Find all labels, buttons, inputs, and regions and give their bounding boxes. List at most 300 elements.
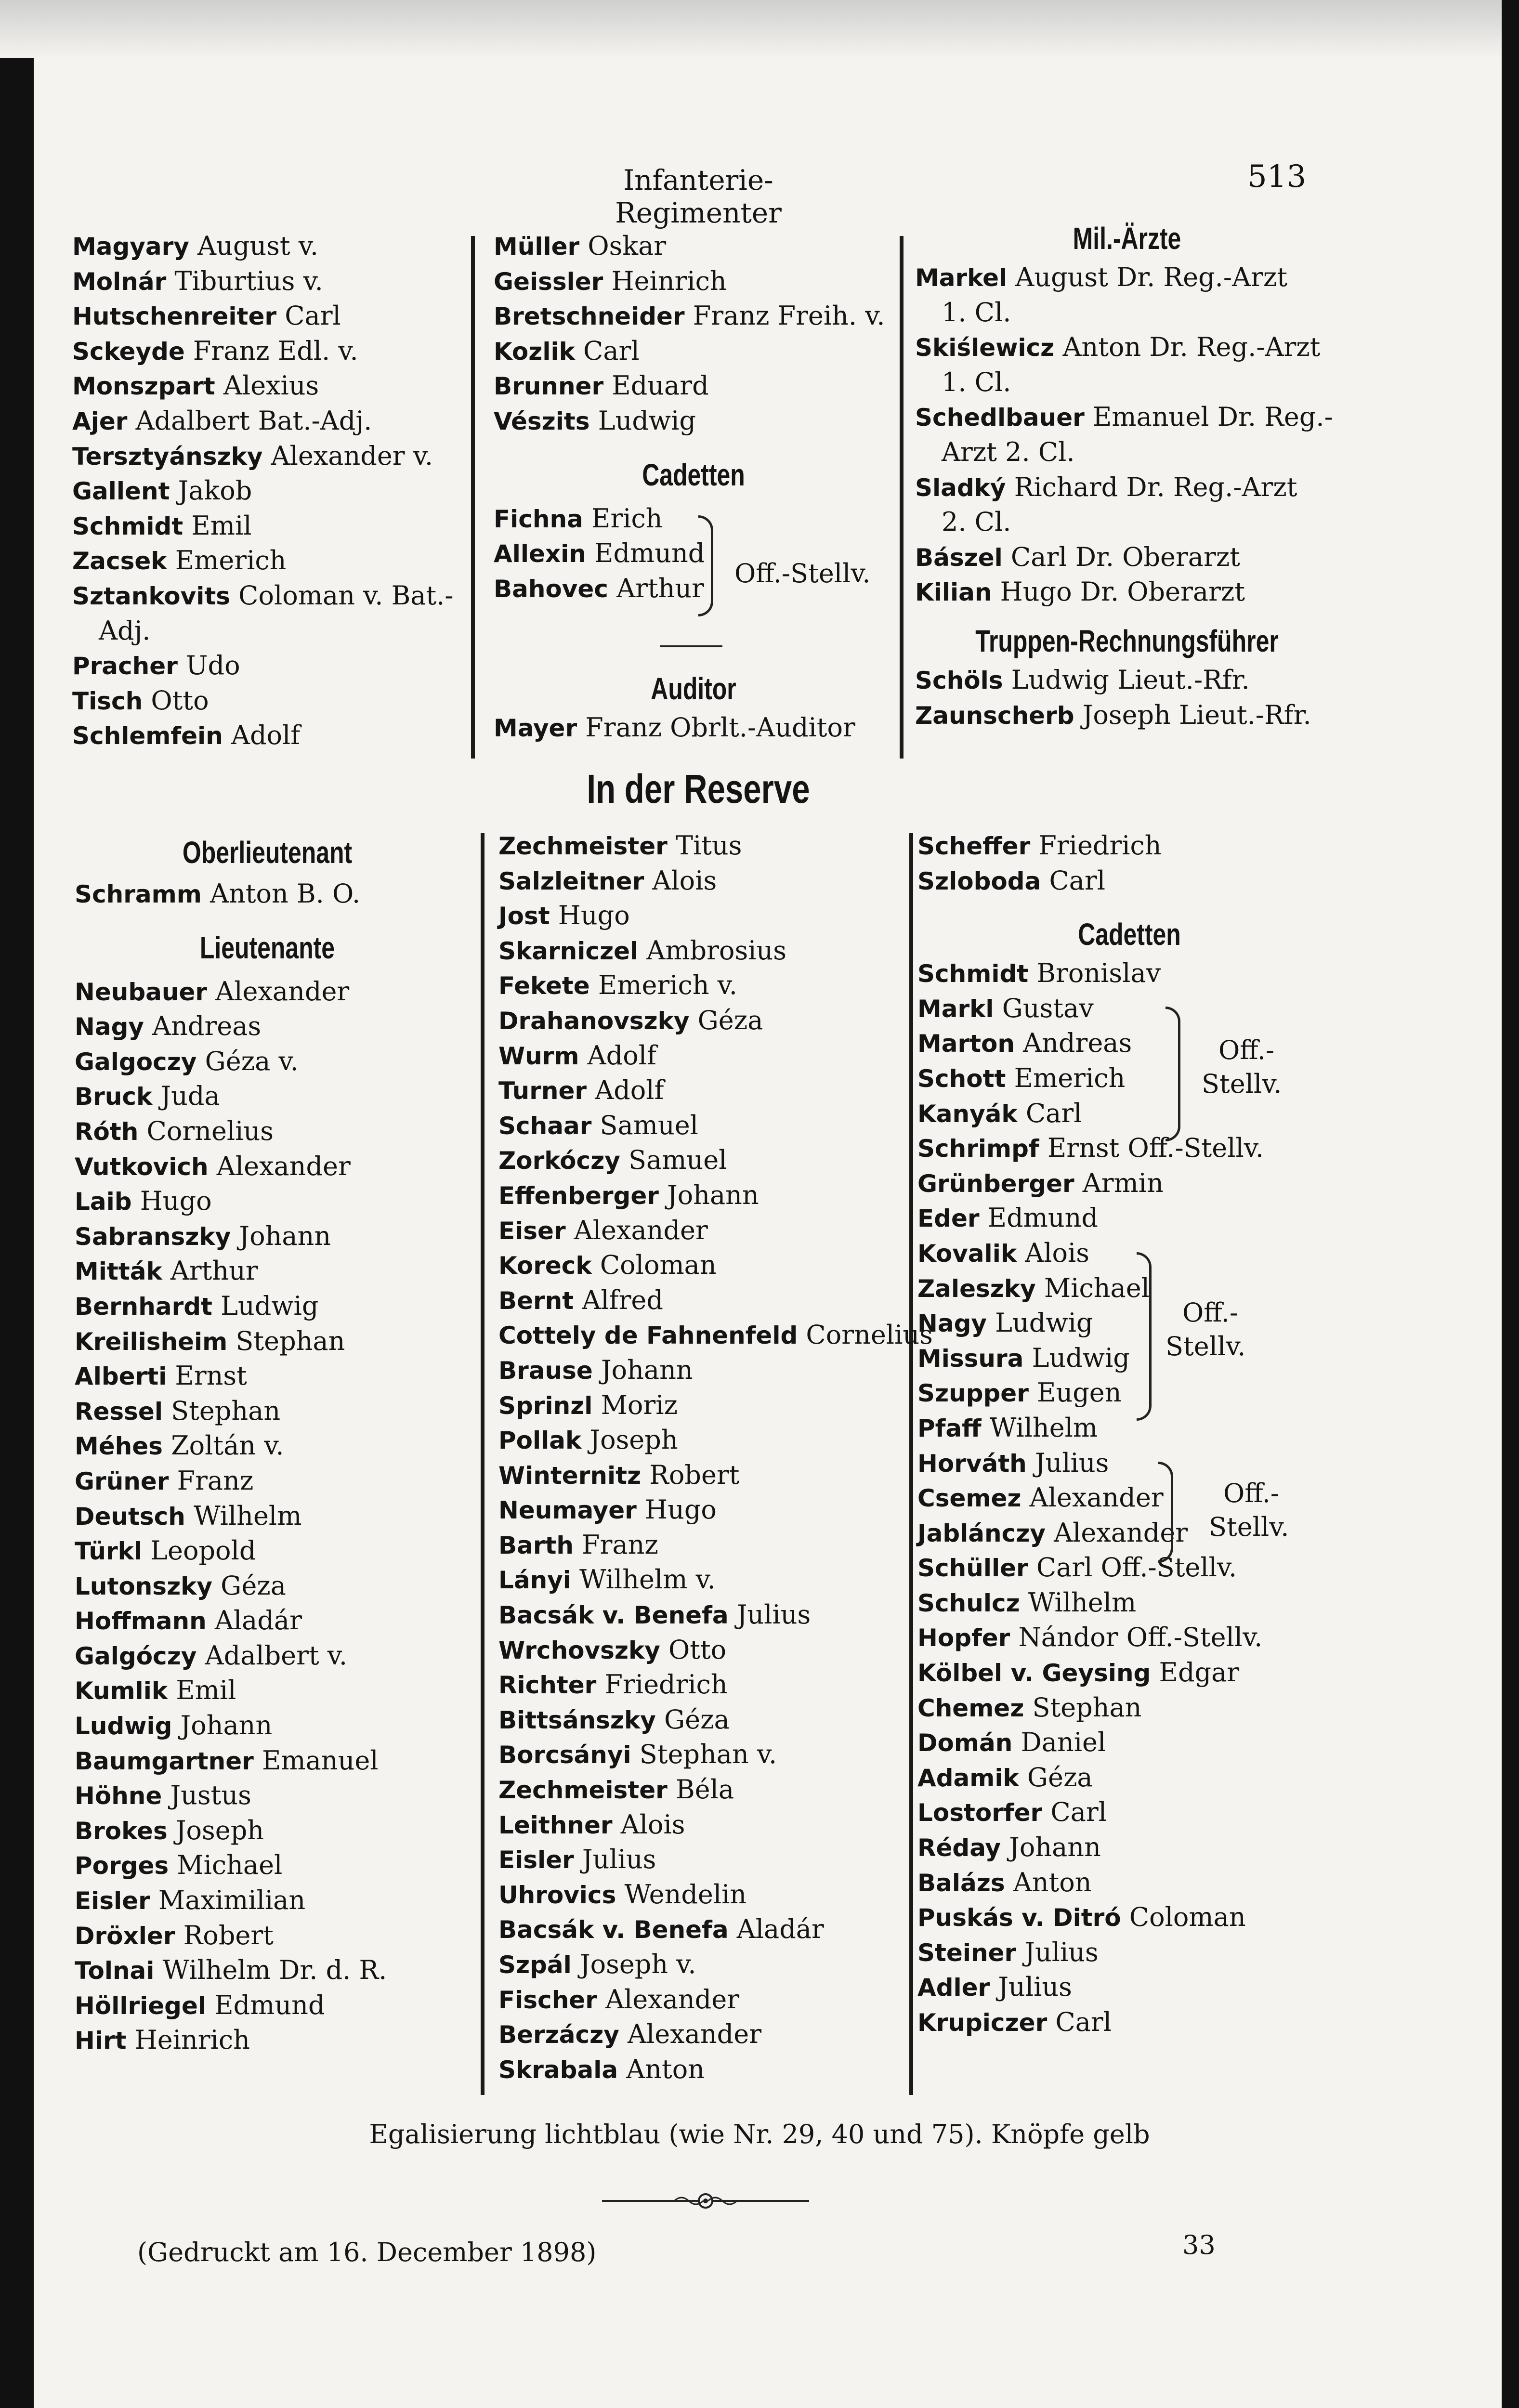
- surname: Kilian: [915, 578, 992, 607]
- surname: Schaar: [498, 1112, 592, 1140]
- given-name-rank: Heinrich: [603, 265, 727, 296]
- roster-entry: [917, 1585, 1341, 1621]
- surname: Eder: [917, 1204, 980, 1233]
- given-name-rank: Anton: [618, 2054, 705, 2084]
- roster-entry: [75, 1953, 460, 1988]
- roster-entry: [498, 1108, 908, 1143]
- roster-entry: [917, 1655, 1341, 1690]
- surname: Grünberger: [917, 1169, 1074, 1198]
- given-name-rank: Samuel: [591, 1110, 698, 1140]
- roster-entry: [917, 1725, 1341, 1760]
- given-name-rank: Robert: [641, 1459, 740, 1490]
- roster-entry: [494, 710, 893, 746]
- roster-entry: [917, 1900, 1341, 1935]
- surname: Szupper: [917, 1379, 1029, 1408]
- roster-entry: [72, 473, 458, 509]
- roster-entry: [917, 1620, 1341, 1655]
- surname: Fekete: [498, 972, 590, 1000]
- column-rule-1-bottom: [481, 833, 485, 2095]
- given-name-rank: Johann: [172, 1710, 273, 1741]
- given-name-rank: Carl Dr. Oberarzt: [1002, 541, 1240, 572]
- roster-entry: [75, 877, 460, 912]
- given-name-rank: Maximilian: [150, 1885, 306, 1916]
- given-name-rank: Ernst Off.-Stellv.: [1039, 1133, 1264, 1164]
- surname: Koreck: [498, 1252, 592, 1280]
- given-name-rank: Julius: [990, 1972, 1072, 2002]
- surname: Neubauer: [75, 978, 208, 1006]
- given-name-rank: Alexander: [1045, 1517, 1188, 1548]
- roster-entry: [72, 648, 458, 683]
- column-3-bottom: [917, 828, 1341, 2040]
- surname: Fichna: [494, 505, 583, 533]
- given-name-rank: Alexius: [215, 370, 319, 401]
- page-top-shadow: [0, 0, 1519, 58]
- surname: Vészits: [494, 407, 590, 435]
- surname: Csemez: [917, 1484, 1021, 1513]
- roster-entry: [498, 1318, 933, 1353]
- given-name-rank: Julius: [574, 1844, 656, 1875]
- surname: Cottely de Fahnenfeld: [498, 1322, 798, 1350]
- surname: Krupiczer: [917, 2009, 1048, 2037]
- column-rule-1-top: [471, 236, 475, 759]
- roster-entry: [498, 2052, 908, 2087]
- surname: Nagy: [917, 1309, 987, 1338]
- surname: Zaunscherb: [915, 701, 1074, 730]
- surname: Laib: [75, 1188, 132, 1216]
- roster-entry: [498, 1947, 908, 1982]
- given-name-rank: Béla: [667, 1774, 734, 1805]
- surname: Missura: [917, 1344, 1024, 1373]
- lieutenante-list: [75, 974, 460, 2058]
- given-name-rank: Richard Dr. Reg.-Arzt: [1006, 471, 1297, 502]
- heading-auditor: Auditor: [651, 671, 736, 706]
- surname: Adamik: [917, 1764, 1019, 1792]
- roster-entry: [917, 991, 1341, 1026]
- given-name-rank: Titus: [667, 830, 742, 861]
- surname: Hirt: [75, 2027, 127, 2055]
- roster-entry: [917, 1306, 1341, 1341]
- given-name-rank: Carl: [1017, 1098, 1082, 1128]
- roster-entry: [75, 1219, 460, 1254]
- roster-entry: [498, 1912, 908, 1947]
- heading-mil-aerzte: Mil.-Ärzte: [1073, 221, 1181, 256]
- surname: Schedlbauer: [915, 404, 1085, 432]
- surname: Drahanovszky: [498, 1007, 690, 1035]
- given-name-rank: Alexander: [619, 2019, 762, 2050]
- given-name-rank: Justus: [162, 1780, 251, 1811]
- surname: Hopfer: [917, 1624, 1010, 1652]
- brace-group-2: [1137, 1252, 1152, 1421]
- surname: Adler: [917, 1974, 990, 2002]
- surname: Róth: [75, 1117, 139, 1146]
- roster-entry: [72, 229, 458, 264]
- roster-entry: [915, 505, 1339, 540]
- surname: Skrabala: [498, 2055, 618, 2084]
- surname: Kovalik: [917, 1239, 1017, 1268]
- roster-entry: [75, 1184, 460, 1219]
- given-name-rank: Daniel: [1012, 1727, 1106, 1758]
- surname: Domán: [917, 1729, 1013, 1757]
- surname: Sztankovits: [72, 582, 231, 610]
- given-name-rank: Alexander v.: [262, 440, 433, 471]
- roster-entry: [917, 1375, 1341, 1411]
- given-name-rank: Alexander: [207, 976, 350, 1007]
- given-name-rank: Carl: [276, 301, 341, 331]
- roster-entry: [75, 1533, 460, 1569]
- roster-entry: [498, 1213, 908, 1248]
- roster-entry: [72, 264, 458, 299]
- surname: Schmidt: [917, 960, 1029, 988]
- given-name-rank: Wilhelm v.: [571, 1564, 716, 1595]
- roster-entry: [498, 1458, 908, 1493]
- given-name-rank: Géza: [655, 1704, 730, 1735]
- roster-entry: [75, 1359, 460, 1394]
- given-name-rank: Arthur: [608, 573, 704, 603]
- given-name-rank: Alfred: [574, 1284, 663, 1315]
- given-name-rank: Joseph: [581, 1425, 678, 1455]
- roster-entry: [75, 1394, 460, 1429]
- surname: Effenberger: [498, 1181, 659, 1210]
- given-name-rank: Armin: [1074, 1167, 1164, 1198]
- roster-entry: [75, 1428, 460, 1464]
- roster-entry: [917, 1830, 1341, 1865]
- given-name-rank: Leopold: [142, 1535, 256, 1566]
- surname: Schulcz: [917, 1589, 1020, 1617]
- surname: Kanyák: [917, 1099, 1018, 1128]
- surname: Leithner: [498, 1811, 613, 1839]
- given-name-rank: Hugo: [550, 900, 630, 931]
- surname: Wurm: [498, 1042, 579, 1070]
- surname: Szloboda: [917, 867, 1041, 895]
- roster-entry: [72, 543, 458, 578]
- surname: Mayer: [494, 714, 577, 742]
- given-name-rank: Joseph v.: [571, 1949, 696, 1979]
- given-name-rank: Edmund: [979, 1203, 1098, 1233]
- roster-entry: [494, 334, 893, 369]
- surname: Sabranszky: [75, 1222, 231, 1251]
- roster-entry: [498, 1143, 908, 1178]
- roster-entry: [75, 2023, 460, 2058]
- surname: Pracher: [72, 652, 178, 681]
- surname: Müller: [494, 233, 580, 261]
- given-name-rank: Adolf: [223, 720, 301, 751]
- given-name-rank: Bronislav: [1028, 958, 1161, 989]
- surname: Magyary: [72, 233, 189, 261]
- given-name-rank: Friedrich: [1030, 830, 1162, 861]
- roster-entry: [915, 330, 1339, 365]
- given-name-rank: Samuel: [620, 1145, 727, 1176]
- surname: Jost: [498, 902, 550, 930]
- given-name-rank: Johann: [658, 1179, 759, 1210]
- given-name-rank: Adalbert Bat.-Adj.: [127, 405, 372, 436]
- given-name-rank: Alois: [1017, 1237, 1090, 1268]
- given-name-rank: Ernst: [167, 1361, 247, 1391]
- given-name-rank: Edmund: [586, 538, 705, 569]
- given-name-rank: Julius: [1016, 1937, 1099, 1967]
- surname: Berzáczy: [498, 2021, 619, 2049]
- roster-entry: [75, 1988, 460, 2023]
- col2-list: [494, 229, 893, 439]
- roster-entry: [72, 334, 458, 369]
- roster-entry: [72, 578, 458, 614]
- surname: Markl: [917, 995, 994, 1023]
- roster-entry: [75, 1743, 460, 1779]
- roster-entry: [917, 1690, 1341, 1726]
- given-name-rank: Emerich: [167, 545, 287, 576]
- roster-entry: [75, 1673, 460, 1708]
- surname: Mitták: [75, 1257, 162, 1286]
- given-name-rank: Alois: [644, 865, 717, 896]
- brace-cadetten-top: [698, 515, 713, 616]
- surname: Skiślewicz: [915, 334, 1055, 362]
- surname: Galgóczy: [75, 1642, 197, 1670]
- roster-entry: [917, 1026, 1341, 1061]
- surname: Schüller: [917, 1554, 1028, 1583]
- roster-entry: [915, 698, 1339, 733]
- given-name-rank: Zoltán v.: [162, 1430, 284, 1461]
- surname: Kumlik: [75, 1677, 168, 1705]
- surname: Monszpart: [72, 372, 215, 401]
- roster-entry: [72, 509, 458, 544]
- roster-entry: [75, 1603, 460, 1638]
- roster-entry: [494, 229, 893, 264]
- roster-entry: [917, 828, 1341, 864]
- surname: Bahovec: [494, 575, 608, 603]
- given-name-rank: Géza v.: [196, 1046, 299, 1076]
- surname: Chemez: [917, 1694, 1024, 1722]
- given-name-rank: Emanuel: [253, 1745, 379, 1776]
- roster-entry: [75, 1324, 460, 1359]
- given-name-rank: Johann: [231, 1220, 331, 1251]
- surname: Eiser: [498, 1217, 566, 1245]
- given-name-rank: Hugo: [636, 1494, 717, 1525]
- surname: Puskás v. Ditró: [917, 1904, 1121, 1932]
- roster-entry: [75, 1778, 460, 1813]
- surname: Bretschneider: [494, 302, 685, 331]
- col3b-top-list: [917, 828, 1341, 898]
- given-name-rank: Julius: [1026, 1447, 1109, 1478]
- given-name-rank: Ambrosius: [638, 935, 786, 966]
- given-name-rank: Friedrich: [596, 1669, 728, 1700]
- given-name-rank: Juda: [152, 1081, 220, 1112]
- given-name-rank: Cornelius: [798, 1320, 933, 1350]
- surname: Szpál: [498, 1951, 572, 1979]
- given-name-rank: Andreas: [144, 1011, 262, 1042]
- surname: Marton: [917, 1030, 1015, 1058]
- surname: Markel: [915, 264, 1008, 292]
- column-3-top: [915, 221, 1339, 733]
- roster-entry: [915, 540, 1339, 575]
- given-name-rank: Stephan v.: [631, 1739, 777, 1770]
- surname: Steiner: [917, 1938, 1017, 1967]
- roster-entry: [494, 264, 893, 299]
- given-name-rank: Carl: [1047, 2007, 1112, 2037]
- roster-entry: [75, 1813, 460, 1848]
- roster-entry: [498, 1982, 908, 2017]
- given-name-rank: Edgar: [1151, 1657, 1240, 1688]
- roster-entry: [917, 1970, 1341, 2005]
- roster-entry: [915, 295, 1339, 330]
- given-name-rank: Oskar: [579, 231, 667, 261]
- given-name-rank: Robert: [175, 1920, 274, 1950]
- surname: Borcsányi: [498, 1741, 631, 1769]
- roster-entry: [917, 1201, 1341, 1236]
- given-name-rank: Adalbert v.: [196, 1640, 348, 1671]
- given-name-rank: Coloman: [1121, 1902, 1246, 1933]
- roster-entry: [75, 1009, 460, 1044]
- roster-entry: [75, 1079, 460, 1114]
- roster-entry: [498, 2017, 908, 2052]
- surname: Bacsák v. Benefa: [498, 1916, 729, 1944]
- egalisierung-line: Egalisierung lichtblau (wie Nr. 29, 40 und 75). Knöpfe gelb: [369, 2119, 1150, 2149]
- roster-entry: [498, 828, 908, 864]
- surname: Zaleszky: [917, 1274, 1036, 1303]
- auditor-list: [494, 710, 893, 746]
- given-name-rank: Adolf: [579, 1040, 657, 1071]
- roster-entry: [915, 260, 1339, 295]
- roster-entry: [75, 1918, 460, 1953]
- roster-entry: [498, 1877, 908, 1912]
- given-name-rank: Alexander: [1021, 1482, 1164, 1513]
- surname: Lostorfer: [917, 1799, 1043, 1827]
- roster-entry: [498, 1492, 908, 1528]
- given-name-rank: Erich: [583, 503, 663, 534]
- roster-entry: [498, 1248, 908, 1283]
- roster-entry: [72, 368, 458, 404]
- roster-entry: [75, 1289, 460, 1324]
- surname: Balázs: [917, 1869, 1005, 1897]
- roster-entry: [75, 1708, 460, 1743]
- surname: Wrchovszky: [498, 1636, 660, 1664]
- given-name-rank: Ludwig: [589, 405, 696, 436]
- given-name-rank: Michael: [169, 1850, 283, 1881]
- label-off-2: Off.-: [1182, 1297, 1239, 1328]
- roster-entry: [498, 1702, 908, 1738]
- roster-entry: [917, 1131, 1341, 1166]
- roster-entry: [917, 2005, 1341, 2040]
- column-1-top-list: [72, 229, 458, 753]
- given-name-rank: Franz Freih. v.: [684, 301, 885, 331]
- given-name-rank: Stephan: [227, 1325, 345, 1356]
- column-rule-2-top: [900, 236, 904, 759]
- given-name-rank: Arthur: [162, 1256, 258, 1286]
- brace-group-3: [1158, 1462, 1173, 1563]
- auditor-section: [494, 657, 893, 746]
- given-name-rank: Emil: [168, 1675, 236, 1706]
- surname: Bernhardt: [75, 1292, 212, 1321]
- surname: Kölbel v. Geysing: [917, 1659, 1151, 1688]
- given-name-rank: Wilhelm: [1020, 1587, 1137, 1618]
- roster-entry: [75, 1499, 460, 1534]
- surname: Neumayer: [498, 1496, 637, 1525]
- surname: Kreilisheim: [75, 1327, 228, 1356]
- surname: Schott: [917, 1064, 1006, 1093]
- roster-entry: [75, 1464, 460, 1499]
- divider-after-cadetten: [660, 645, 722, 647]
- given-name-rank: Alois: [612, 1809, 685, 1840]
- surname: Lányi: [498, 1566, 571, 1595]
- surname: Tersztyánszky: [72, 442, 263, 471]
- surname: Grüner: [75, 1467, 169, 1495]
- surname: Tolnai: [75, 1957, 155, 1985]
- surname: Schlemfein: [72, 722, 223, 750]
- roster-entry: [498, 1003, 908, 1038]
- given-name-rank: Aladár: [206, 1605, 302, 1636]
- given-name-rank: Adolf: [587, 1075, 664, 1106]
- given-name-rank: Julius: [728, 1599, 811, 1630]
- roster-entry: [498, 1423, 908, 1458]
- given-name-rank: Coloman v. Bat.-: [230, 580, 454, 611]
- roster-entry: [498, 1353, 908, 1388]
- surname: Bászel: [915, 543, 1003, 572]
- surname: Vutkovich: [75, 1152, 209, 1181]
- ornament-divider: [602, 2191, 809, 2211]
- surname: Türkl: [75, 1537, 142, 1566]
- roster-entry: [915, 575, 1339, 610]
- given-name-rank: Wendelin: [616, 1879, 747, 1910]
- surname: Ressel: [75, 1397, 163, 1426]
- given-name-rank: Edmund: [206, 1989, 325, 2020]
- roster-entry: [917, 1550, 1341, 1585]
- given-name-rank: Emanuel Dr. Reg.-: [1084, 402, 1333, 432]
- heading-in-der-reserve: In der Reserve: [587, 766, 810, 811]
- surname: Bernt: [498, 1286, 574, 1315]
- given-name-rank: 2. Cl.: [942, 507, 1011, 537]
- surname: Zacsek: [72, 547, 167, 576]
- column-2-bottom-list: [498, 828, 933, 2087]
- surname: Scheffer: [917, 832, 1031, 860]
- roster-entry: [498, 1073, 908, 1108]
- roster-entry: [498, 1283, 908, 1318]
- given-name-rank: Anton B. O.: [201, 878, 361, 909]
- given-name-rank: Hugo: [131, 1186, 212, 1217]
- surname: Pollak: [498, 1426, 582, 1455]
- surname: Dröxler: [75, 1922, 175, 1950]
- surname: Geissler: [494, 267, 603, 296]
- surname: Pfaff: [917, 1414, 982, 1442]
- given-name-rank: Wilhelm: [185, 1500, 302, 1531]
- given-name-rank: Wilhelm Dr. d. R.: [154, 1955, 387, 1986]
- given-name-rank: Heinrich: [126, 2025, 250, 2055]
- surname: Barth: [498, 1531, 574, 1559]
- given-name-rank: Carl: [1041, 865, 1106, 896]
- printed-date: (Gedruckt am 16. December 1898): [137, 2237, 597, 2267]
- surname: Skarniczel: [498, 937, 639, 965]
- roster-entry: [72, 439, 458, 474]
- label-off-3: Off.-: [1223, 1478, 1280, 1508]
- roster-entry: [498, 864, 908, 899]
- roster-entry: [498, 1772, 908, 1807]
- surname: Réday: [917, 1834, 1001, 1862]
- roster-entry: [917, 1271, 1341, 1306]
- given-name-rank: August Dr. Reg.-Arzt: [1007, 262, 1288, 292]
- surname: Eisler: [498, 1846, 574, 1874]
- roster-entry: [917, 1411, 1341, 1446]
- heading-lieutenante: Lieutenante: [199, 930, 335, 965]
- roster-entry: [498, 1667, 908, 1702]
- roster-entry: [917, 1236, 1341, 1271]
- given-name-rank: Aladár: [728, 1914, 824, 1945]
- roster-entry: [917, 1935, 1341, 1970]
- surname: Salzleitner: [498, 867, 644, 895]
- surname: Richter: [498, 1671, 597, 1700]
- surname: Zechmeister: [498, 1776, 668, 1805]
- given-name-rank: Emil: [183, 510, 252, 541]
- given-name-rank: Alexander: [208, 1151, 351, 1181]
- surname: Alberti: [75, 1362, 167, 1391]
- roster-entry: [915, 663, 1339, 698]
- roster-entry: [75, 974, 460, 1009]
